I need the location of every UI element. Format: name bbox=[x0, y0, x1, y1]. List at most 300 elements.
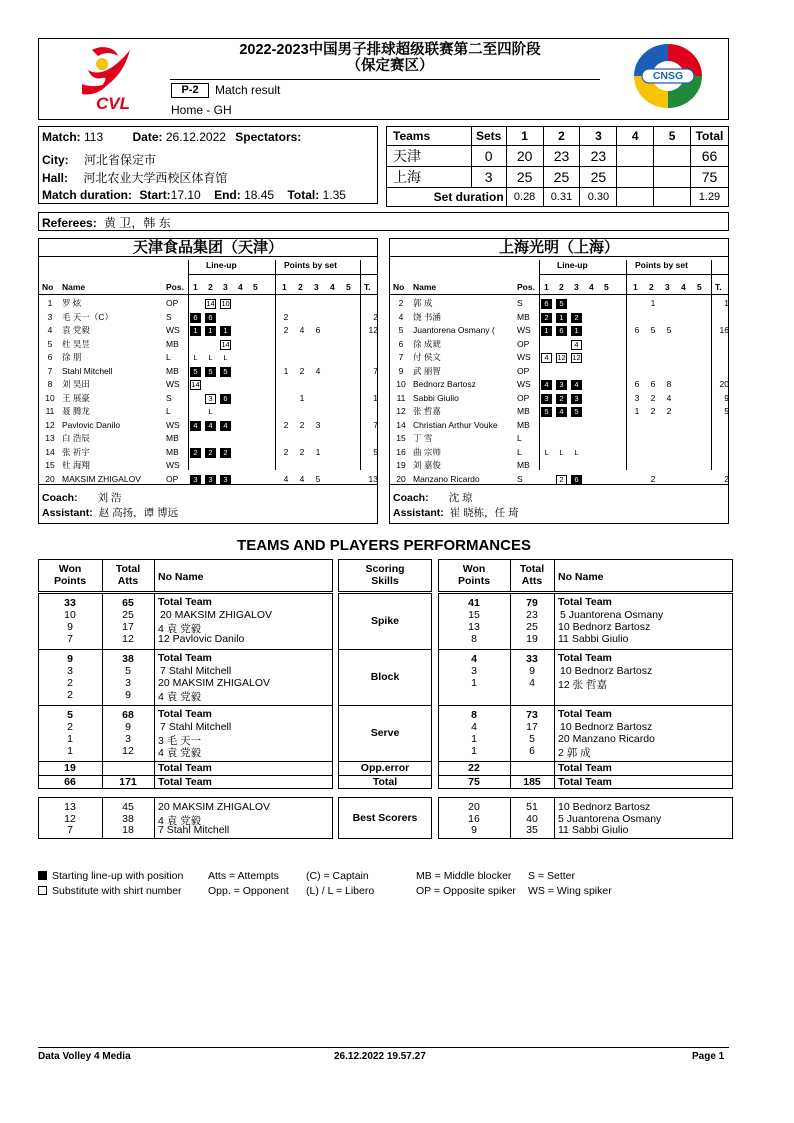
team_b-pts-set-head: 5 bbox=[697, 282, 702, 292]
team_b-pts-set-head: 2 bbox=[649, 282, 654, 292]
perf-won-value: 13 bbox=[468, 621, 480, 633]
player-no: 2 bbox=[398, 298, 404, 308]
player-set-points bbox=[312, 311, 324, 325]
player-set-points bbox=[631, 351, 643, 365]
sb-head-s3: 3 bbox=[580, 127, 617, 146]
starting-position-square: 1 bbox=[190, 326, 201, 336]
player-total-points bbox=[362, 432, 378, 446]
perf-head-points: Points bbox=[53, 575, 87, 587]
total-label: Total bbox=[372, 776, 398, 788]
player-total-points bbox=[362, 297, 378, 311]
player-set-points bbox=[663, 351, 675, 365]
team_b-coach bbox=[393, 490, 473, 505]
sb-head-sets: Sets bbox=[471, 127, 506, 146]
player-set-points bbox=[631, 446, 643, 460]
player-pos: MB bbox=[517, 406, 530, 416]
player-pos: OP bbox=[517, 365, 530, 376]
coach-name: 刘 浩 bbox=[97, 492, 122, 504]
player-name: 丁 雪 bbox=[413, 433, 433, 443]
player-set-points bbox=[647, 365, 659, 379]
player-set-points bbox=[280, 378, 292, 392]
player-set-points bbox=[647, 351, 659, 365]
player-set-points bbox=[328, 459, 340, 473]
player-set-points bbox=[679, 378, 691, 392]
perf-skill-rule bbox=[38, 705, 333, 706]
perf-won-value: 2 bbox=[67, 721, 73, 733]
perf-skill-rule bbox=[438, 649, 733, 650]
opp-error-a: 19 bbox=[64, 762, 76, 774]
player-set-points: 5 bbox=[666, 325, 672, 335]
perf-total-team-label: Total Team bbox=[558, 652, 612, 664]
player-set-points bbox=[695, 351, 707, 365]
player-set-points bbox=[328, 351, 340, 365]
player-pos: MB bbox=[166, 433, 179, 443]
start-label: Start: bbox=[139, 188, 171, 202]
player-set-points bbox=[328, 378, 340, 392]
player-set-points bbox=[312, 432, 324, 446]
player-total-points: 12 bbox=[368, 325, 378, 335]
player-set-points bbox=[679, 324, 691, 338]
match-line bbox=[42, 130, 301, 144]
player-set-points bbox=[647, 459, 659, 473]
substitute-number-square: 10 bbox=[221, 299, 230, 308]
player-set-points bbox=[328, 297, 340, 311]
team_b-name: 上海光明（上海） bbox=[389, 238, 729, 257]
starting-position-square: 1 bbox=[541, 326, 552, 336]
team_b-t-head: T. bbox=[715, 282, 722, 292]
title-line-1: 2022-2023中国男子排球超级联赛第二至四阶段 bbox=[239, 42, 541, 58]
player-set-points: 6 bbox=[634, 379, 640, 389]
hall-value: 河北农业大学西校区体育馆 bbox=[83, 171, 228, 185]
best-scorers-sep bbox=[554, 797, 555, 839]
player-set-points: 2 bbox=[299, 446, 305, 457]
perf-body-sep bbox=[554, 593, 555, 789]
player-set-points: 2 bbox=[650, 406, 656, 416]
player-no: 16 bbox=[396, 446, 406, 457]
player-set-points bbox=[679, 419, 691, 433]
best-scorers-label: Best Scorers bbox=[352, 812, 418, 824]
player-set-points: 1 bbox=[283, 365, 289, 376]
team_a-t-head: T. bbox=[364, 282, 371, 292]
legend-ws: WS = Wing spiker bbox=[528, 885, 612, 897]
starting-position-square: 4 bbox=[541, 380, 552, 390]
player-no: 10 bbox=[45, 392, 55, 403]
player-set-points bbox=[679, 432, 691, 446]
player-total-points bbox=[713, 446, 729, 460]
coach-name: 沈 琼 bbox=[448, 492, 473, 504]
player-set-points bbox=[663, 365, 675, 379]
perf-player-name: 10 Bednorz Bartosz bbox=[560, 721, 653, 733]
sb-dur-1: 0.28 bbox=[506, 188, 543, 207]
team_a-name-head: Name bbox=[62, 282, 86, 292]
sb-s5-a bbox=[654, 146, 691, 167]
player-set-points bbox=[695, 419, 707, 433]
player-name: 王 展豪 bbox=[62, 392, 90, 403]
end-value: 18.45 bbox=[244, 188, 275, 202]
starting-position-square: 4 bbox=[205, 421, 216, 431]
player-total-points bbox=[713, 338, 729, 352]
assistant-label: Assistant: bbox=[393, 507, 444, 519]
perf-atts-value: 9 bbox=[529, 665, 535, 677]
team_a-no-head: No bbox=[42, 282, 54, 292]
perf-player-name: 4 袁 党毅 bbox=[158, 691, 202, 703]
cnsg-logo-text: CNSG bbox=[652, 70, 684, 82]
legend-mb: MB = Middle blocker bbox=[416, 870, 512, 882]
best-scorers-sep bbox=[154, 797, 155, 839]
starting-position-square: 6 bbox=[220, 394, 231, 404]
best-scorer-won: 12 bbox=[64, 812, 76, 825]
assistant-names: 崔 晓栋，任 琦 bbox=[449, 507, 519, 519]
best-scorer-won: 20 bbox=[468, 801, 480, 813]
sb-set-duration-label: Set duration bbox=[387, 188, 507, 207]
player-set-points bbox=[663, 419, 675, 433]
player-set-points bbox=[631, 432, 643, 446]
player-set-points bbox=[695, 311, 707, 325]
scoreboard-header-row bbox=[387, 127, 729, 146]
substitute-number-square: 14 bbox=[191, 380, 200, 389]
player-set-points bbox=[344, 432, 356, 446]
player-set-points bbox=[328, 311, 340, 325]
perf-total-team-label: Total Team bbox=[158, 708, 212, 720]
sb-team-b: 上海 bbox=[387, 167, 472, 188]
perf-head-sep bbox=[554, 559, 555, 592]
team_b-lineup-head: Line-up bbox=[557, 260, 588, 270]
best-scorer-atts: 51 bbox=[526, 801, 538, 813]
sb-head-s4: 4 bbox=[617, 127, 654, 146]
city-value: 河北省保定市 bbox=[84, 153, 157, 167]
player-total-points bbox=[362, 351, 378, 365]
player-set-points bbox=[695, 378, 707, 392]
player-set-points: 5 bbox=[650, 325, 656, 335]
team_a-pts-set-head: 5 bbox=[346, 282, 351, 292]
starting-position-square: 2 bbox=[541, 313, 552, 323]
total-a-label: Total Team bbox=[158, 776, 212, 788]
perf-atts-value: 38 bbox=[122, 653, 134, 665]
team_a-pts-set-head: 1 bbox=[282, 282, 287, 292]
team_a-lu-set-head: 4 bbox=[238, 282, 243, 292]
substitute-number-square: 3 bbox=[205, 394, 216, 404]
player-total-points: 1 bbox=[724, 298, 729, 308]
player-pos: S bbox=[166, 311, 172, 322]
perf-head-won: Won bbox=[462, 563, 486, 575]
player-name: 白 浩辰 bbox=[62, 433, 90, 443]
page-title bbox=[170, 42, 610, 74]
doc-name: Match result bbox=[215, 83, 281, 97]
player-no: 4 bbox=[398, 311, 404, 322]
player-pos: WS bbox=[166, 460, 180, 470]
sb-s2-a: 23 bbox=[543, 146, 580, 167]
referees-label: Referees: bbox=[42, 216, 97, 230]
team_a-name: 天津食品集团（天津） bbox=[38, 238, 378, 257]
substitute-number-square: 2 bbox=[556, 475, 567, 485]
hall-line bbox=[42, 169, 227, 186]
player-set-points: 3 bbox=[315, 419, 321, 430]
best-scorer-atts: 18 bbox=[122, 824, 134, 836]
sb-dur-2: 0.31 bbox=[543, 188, 580, 207]
player-set-points bbox=[296, 378, 308, 392]
substitute-number-square: 4 bbox=[571, 340, 582, 350]
perf-won-value: 4 bbox=[471, 653, 477, 665]
perf-skill-rule bbox=[338, 649, 432, 650]
player-total-points: 5 bbox=[373, 446, 378, 457]
perf-won-value: 15 bbox=[468, 609, 480, 621]
scoreboard-row-a bbox=[387, 146, 729, 167]
player-total-points bbox=[362, 378, 378, 392]
player-set-points bbox=[695, 446, 707, 460]
hall-label: Hall: bbox=[42, 171, 69, 185]
player-name: Pavlovic Danilo bbox=[62, 419, 121, 430]
player-set-points bbox=[344, 392, 356, 406]
player-set-points bbox=[679, 459, 691, 473]
player-set-points bbox=[695, 365, 707, 379]
player-total-points bbox=[713, 351, 729, 365]
perf-player-name: 5 Juantorena Osmany bbox=[560, 609, 664, 621]
perf-atts-value: 19 bbox=[526, 633, 538, 645]
player-set-points: 5 bbox=[315, 473, 321, 484]
perf-won-value: 33 bbox=[64, 597, 76, 609]
legend-starting-text: Starting line-up with position bbox=[52, 870, 184, 882]
opp-error-b: 22 bbox=[468, 762, 480, 774]
player-total-points: 2 bbox=[373, 311, 378, 322]
player-set-points: 4 bbox=[666, 392, 672, 403]
player-name: 罗 炫 bbox=[62, 298, 82, 308]
footer-left: Data Volley 4 Media bbox=[38, 1051, 131, 1062]
perf-atts-value: 68 bbox=[122, 709, 134, 721]
player-total-points: 9 bbox=[724, 392, 729, 403]
match-no: 113 bbox=[84, 130, 104, 144]
player-total-points bbox=[713, 459, 729, 473]
sb-head-teams: Teams bbox=[387, 127, 472, 146]
best-scorer-won: 9 bbox=[471, 824, 477, 836]
player-name: 杜 海翔 bbox=[62, 460, 90, 470]
sb-s3-b: 25 bbox=[580, 167, 617, 188]
player-name: 徐 成琥 bbox=[413, 338, 441, 349]
player-set-points bbox=[280, 459, 292, 473]
player-no: 5 bbox=[47, 338, 53, 349]
perf-atts-value: 6 bbox=[529, 745, 535, 757]
skill-serve-label: Serve bbox=[370, 727, 400, 739]
libero-mark: L bbox=[208, 407, 213, 416]
best-scorer-name: 5 Juantorena Osmany bbox=[558, 812, 662, 825]
player-name: 杜 昊昱 bbox=[62, 338, 90, 349]
skill-spike-label: Spike bbox=[370, 615, 399, 627]
player-set-points: 4 bbox=[315, 365, 321, 376]
player-set-points: 2 bbox=[650, 473, 656, 484]
team_a-col-sep bbox=[360, 260, 361, 470]
player-set-points bbox=[344, 378, 356, 392]
player-no: 10 bbox=[396, 379, 406, 389]
best-scorer-won: 13 bbox=[64, 801, 76, 813]
player-set-points bbox=[647, 419, 659, 433]
starting-position-square: 6 bbox=[556, 326, 567, 336]
player-pos: MB bbox=[166, 446, 179, 457]
scoreboard-duration-row bbox=[387, 188, 729, 207]
perf-body-sep bbox=[154, 593, 155, 789]
team_a-pts-set-head: 3 bbox=[314, 282, 319, 292]
player-no: 13 bbox=[45, 433, 55, 443]
player-set-points bbox=[312, 297, 324, 311]
team_b-lu-set-head: 4 bbox=[589, 282, 594, 292]
player-total-points: 5 bbox=[724, 406, 729, 416]
player-set-points bbox=[328, 432, 340, 446]
opp-error-label: Opp.error bbox=[360, 762, 410, 774]
player-set-points bbox=[280, 338, 292, 352]
starting-position-square: 2 bbox=[205, 448, 216, 458]
player-no: 11 bbox=[45, 406, 55, 416]
best-scorer-atts: 35 bbox=[526, 824, 538, 836]
player-pos: MB bbox=[517, 311, 530, 322]
team_a-lu-set-head: 5 bbox=[253, 282, 258, 292]
player-set-points bbox=[312, 338, 324, 352]
footer-right: Page 1 bbox=[692, 1051, 725, 1062]
player-set-points: 2 bbox=[283, 325, 289, 335]
starting-position-square: 3 bbox=[205, 475, 216, 485]
player-set-points bbox=[695, 405, 707, 419]
team_a-pos-head: Pos. bbox=[166, 282, 184, 292]
player-set-points bbox=[631, 419, 643, 433]
team_a-lu-set-head: 2 bbox=[208, 282, 213, 292]
player-set-points bbox=[679, 311, 691, 325]
perf-player-name: 4 袁 党毅 bbox=[158, 623, 202, 635]
player-pos: OP bbox=[517, 392, 530, 403]
legend-libero: (L) / L = Libero bbox=[306, 885, 375, 897]
best-scorer-name: 11 Sabbi Giulio bbox=[558, 824, 629, 836]
player-set-points bbox=[296, 459, 308, 473]
starting-position-square: 3 bbox=[541, 394, 552, 404]
sb-head-s2: 2 bbox=[543, 127, 580, 146]
perf-player-name: 12 张 哲嘉 bbox=[558, 679, 608, 691]
perf-player-name: 10 Bednorz Bartosz bbox=[560, 665, 653, 677]
sb-s1-b: 25 bbox=[506, 167, 543, 188]
starting-position-square: 6 bbox=[541, 299, 552, 309]
player-name: 聂 腾龙 bbox=[62, 406, 90, 416]
perf-player-name: 4 袁 党毅 bbox=[158, 747, 202, 759]
player-set-points bbox=[312, 351, 324, 365]
player-set-points bbox=[663, 432, 675, 446]
footer-rule bbox=[38, 1047, 729, 1048]
best-scorer-name: 4 袁 党毅 bbox=[158, 814, 202, 827]
substitute-number-square: 14 bbox=[206, 299, 215, 308]
starting-position-square: 3 bbox=[220, 475, 231, 485]
player-name: MAKSIM ZHIGALOV bbox=[62, 473, 141, 484]
city-label: City: bbox=[42, 153, 69, 167]
footer-center: 26.12.2022 19.57.27 bbox=[334, 1051, 426, 1062]
player-set-points: 2 bbox=[650, 392, 656, 403]
cvl-logo-text: CVL bbox=[96, 94, 130, 113]
player-set-points: 2 bbox=[299, 365, 305, 376]
player-set-points bbox=[296, 297, 308, 311]
sb-s5-b bbox=[654, 167, 691, 188]
opp-error-a-label: Total Team bbox=[158, 762, 212, 774]
player-no: 12 bbox=[396, 406, 406, 416]
player-pos: S bbox=[517, 473, 523, 484]
perf-atts-value: 65 bbox=[122, 597, 134, 609]
player-set-points bbox=[280, 297, 292, 311]
perf-won-value: 2 bbox=[67, 689, 73, 701]
player-name: 刘 嘉俊 bbox=[413, 460, 441, 470]
substitute-number-square: 12 bbox=[557, 353, 566, 362]
perf-won-value: 10 bbox=[64, 609, 76, 621]
player-set-points bbox=[647, 311, 659, 325]
perf-won-value: 1 bbox=[67, 745, 73, 757]
player-set-points bbox=[312, 459, 324, 473]
team_a-lineup-head: Line-up bbox=[206, 260, 237, 270]
perf-skill-rule bbox=[338, 705, 432, 706]
team_b-no-head: No bbox=[393, 282, 405, 292]
starting-position-square: 6 bbox=[571, 475, 582, 485]
player-total-points bbox=[362, 459, 378, 473]
perf-won-value: 41 bbox=[468, 597, 480, 609]
perf-won-value: 9 bbox=[67, 653, 73, 665]
starting-position-square: 6 bbox=[205, 313, 216, 323]
perf-atts-value: 12 bbox=[122, 745, 134, 757]
team_b-lu-set-head: 3 bbox=[574, 282, 579, 292]
sb-head-total: Total bbox=[690, 127, 728, 146]
player-name: 毛 天一（C） bbox=[62, 311, 114, 322]
team_b-col-sep bbox=[626, 260, 627, 470]
starting-position-square: 1 bbox=[205, 326, 216, 336]
team_b-assistant bbox=[393, 505, 519, 520]
player-set-points bbox=[344, 405, 356, 419]
player-set-points bbox=[695, 338, 707, 352]
perf-head-scoring: Scoring bbox=[365, 563, 405, 575]
home-label: Home - GH bbox=[171, 103, 232, 117]
perf-skill-rule bbox=[38, 649, 333, 650]
title-underline bbox=[170, 79, 600, 80]
scoreboard-row-b bbox=[387, 167, 729, 188]
player-pos: L bbox=[517, 433, 522, 443]
team_b-pts-set-head: 3 bbox=[665, 282, 670, 292]
player-total-points bbox=[713, 311, 729, 325]
player-set-points: 6 bbox=[315, 325, 321, 335]
sb-total-a: 66 bbox=[690, 146, 728, 167]
starting-position-square: 2 bbox=[220, 448, 231, 458]
perf-head-atts: Atts bbox=[117, 575, 139, 587]
perf-player-name: 10 Bednorz Bartosz bbox=[558, 621, 651, 633]
player-set-points bbox=[296, 338, 308, 352]
player-set-points bbox=[328, 324, 340, 338]
substitute-number-square: 12 bbox=[572, 353, 581, 362]
perf-total-team-label: Total Team bbox=[558, 708, 612, 720]
player-set-points bbox=[679, 392, 691, 406]
player-no: 5 bbox=[398, 325, 404, 335]
libero-mark: L bbox=[208, 353, 213, 362]
duration-label: Match duration: bbox=[42, 188, 132, 202]
starting-position-square: 5 bbox=[541, 407, 552, 417]
best-scorer-atts: 38 bbox=[122, 812, 134, 825]
opp-error-b-label: Total Team bbox=[558, 762, 612, 774]
player-set-points bbox=[663, 311, 675, 325]
best-scorer-name: 10 Bednorz Bartosz bbox=[558, 801, 651, 813]
player-set-points bbox=[631, 297, 643, 311]
player-set-points bbox=[296, 432, 308, 446]
starting-position-square: 2 bbox=[190, 448, 201, 458]
perf-won-value: 1 bbox=[67, 733, 73, 745]
sb-sets-b: 3 bbox=[471, 167, 506, 188]
player-pos: WS bbox=[517, 379, 531, 389]
player-set-points: 3 bbox=[634, 392, 640, 403]
perf-atts-value: 25 bbox=[526, 621, 538, 633]
best-scorer-name: 7 Stahl Mitchell bbox=[158, 824, 230, 836]
player-total-points bbox=[713, 365, 729, 379]
player-no: 12 bbox=[45, 419, 55, 430]
team_a-assistant bbox=[42, 505, 178, 520]
perf-player-name: 7 Stahl Mitchell bbox=[160, 665, 232, 677]
perf-head-points: Points bbox=[457, 575, 491, 587]
perf-atts-value: 3 bbox=[125, 677, 131, 689]
team_b-lu-set-head: 2 bbox=[559, 282, 564, 292]
player-set-points bbox=[328, 405, 340, 419]
